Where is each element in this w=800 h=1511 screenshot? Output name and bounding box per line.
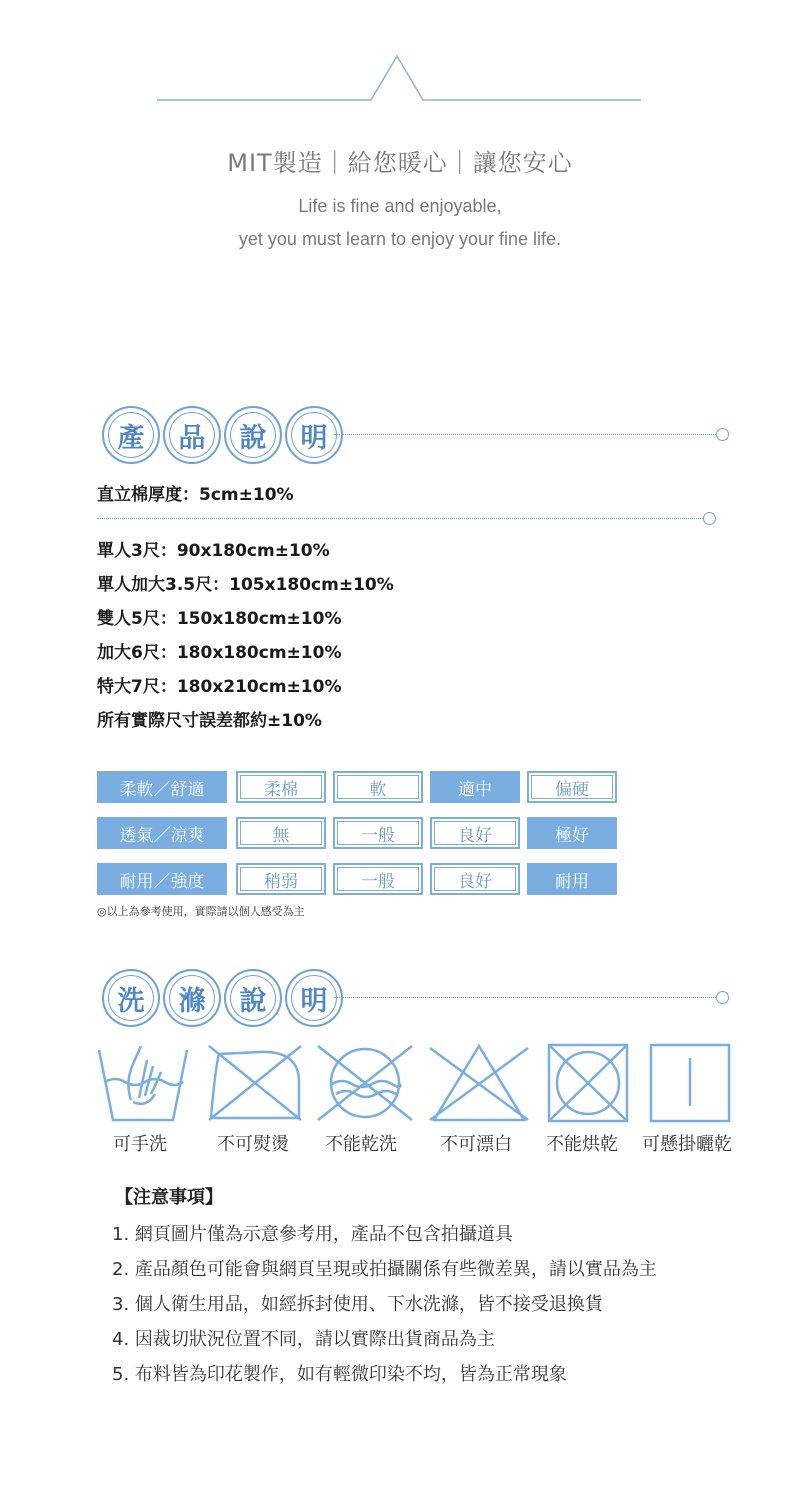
slogan-line-2: yet you must learn to enjoy your fine life. [238,229,562,249]
hang-dry-icon [648,1042,732,1124]
rating-row-label: 耐用／強度 [97,863,227,895]
rating-option: 適中 [430,771,520,803]
title-char: 說 [224,406,282,464]
rating-row-label: 透氣／涼爽 [97,817,227,849]
spec-divider [97,518,703,519]
notice-item: 3. 個人衛生用品，如經拆封使用、下水洗滌，皆不接受退換貨 [112,1294,603,1315]
divider-end-circle [703,512,716,525]
title-char: 洗 [102,969,160,1027]
title-char: 明 [285,406,343,464]
no-bleach-icon [428,1042,530,1124]
size-spec: 加大6尺：180x180cm±10% [97,643,342,663]
notice-item: 1. 網頁圖片僅為示意參考用，產品不包含拍攝道具 [112,1224,513,1245]
header-divider-peak [157,54,641,104]
rating-option: 稍弱 [236,863,326,895]
size-spec: 特大7尺：180x210cm±10% [97,677,342,697]
title-char: 說 [224,969,282,1027]
slogan-line-1: Life is fine and enjoyable, [298,196,502,216]
no-tumble-dry-icon [546,1042,630,1124]
wash-label: 不可熨燙 [217,1134,289,1155]
section-divider [334,434,716,435]
rating-option: 耐用 [527,863,617,895]
no-iron-icon [205,1042,305,1124]
ratings-note: ◎以上為參考使用，實際請以個人感受為主 [97,905,305,918]
notice-item: 5. 布料皆為印花製作，如有輕微印染不均，皆為正常現象 [112,1364,567,1385]
size-spec: 所有實際尺寸誤差都約±10% [97,711,322,731]
divider-end-circle [716,428,729,441]
title-char: 明 [285,969,343,1027]
notice-title: 【注意事項】 [115,1187,223,1208]
rating-option: 柔棉 [236,771,326,803]
rating-option: 極好 [527,817,617,849]
wash-label: 可手洗 [113,1134,167,1155]
section-divider [334,997,716,998]
wash-label: 不可漂白 [440,1134,512,1155]
rating-option: 軟 [333,771,423,803]
wash-label: 不能乾洗 [325,1134,397,1155]
divider-end-circle [716,991,729,1004]
title-char: 滌 [163,969,221,1027]
size-spec: 單人加大3.5尺：105x180cm±10% [97,575,394,595]
product-section-title [102,406,346,464]
wash-label: 不能烘乾 [546,1134,618,1155]
size-spec: 雙人5尺：150x180cm±10% [97,609,342,629]
rating-option: 偏硬 [527,771,617,803]
tagline: MIT製造｜給您暖心｜讓您安心 [227,149,573,177]
notice-item: 4. 因裁切狀況位置不同，請以實際出貨商品為主 [112,1329,495,1350]
rating-option: 良好 [430,817,520,849]
notice-item: 2. 產品顏色可能會與網頁呈現或拍攝關係有些微差異，請以實品為主 [112,1259,657,1280]
rating-option: 良好 [430,863,520,895]
title-char: 品 [163,406,221,464]
rating-option: 一般 [333,863,423,895]
rating-option: 一般 [333,817,423,849]
size-spec: 單人3尺：90x180cm±10% [97,541,330,561]
no-dry-clean-icon [314,1042,416,1124]
title-char: 產 [102,406,160,464]
rating-row-label: 柔軟／舒適 [97,771,227,803]
thickness-spec: 直立棉厚度：5cm±10% [97,485,294,505]
wash-label: 可懸掛曬乾 [642,1134,732,1155]
hand-wash-icon [95,1042,191,1124]
rating-option: 無 [236,817,326,849]
wash-section-title [102,969,346,1027]
